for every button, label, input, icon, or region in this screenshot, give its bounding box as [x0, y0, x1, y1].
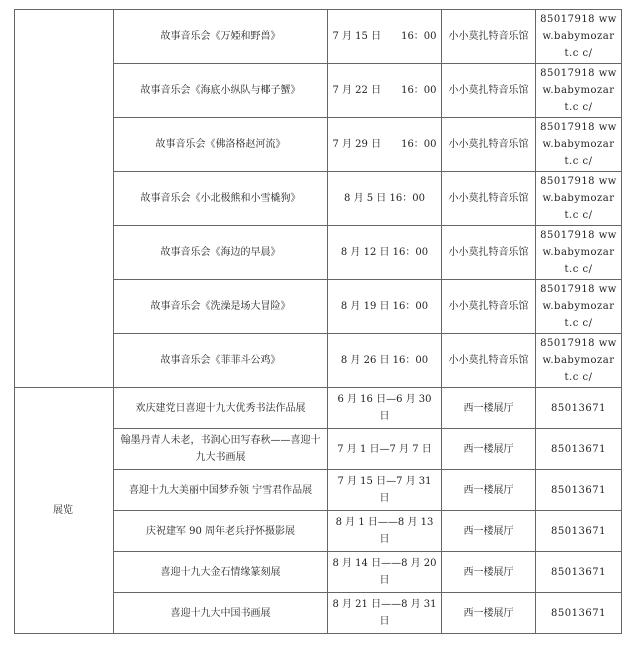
category-cell — [15, 10, 114, 388]
event-name: 故事音乐会《小北极熊和小雪橇狗》 — [114, 172, 328, 226]
event-contact: 85013671 — [536, 429, 622, 470]
event-time: 8 月 26 日 16：00 — [328, 334, 442, 388]
table-row — [15, 10, 622, 64]
event-name: 翰墨丹青人未老，书润心田写春秋——喜迎十九大书画展 — [114, 429, 328, 470]
event-venue: 西一楼展厅 — [442, 429, 536, 470]
event-contact: 85013671 — [536, 511, 622, 552]
event-contact: 85017918 www.babymozart.c c/ — [536, 334, 622, 388]
event-contact: 85013671 — [536, 470, 622, 511]
event-venue: 小小莫扎特音乐馆 — [442, 226, 536, 280]
event-time: 7 月 15 日—7 月 31 日 — [328, 470, 442, 511]
category-cell: 展览 — [15, 388, 114, 634]
event-name: 故事音乐会《海底小纵队与椰子蟹》 — [114, 64, 328, 118]
event-contact: 85017918 www.babymozart.c c/ — [536, 172, 622, 226]
event-time: 8 月 5 日 16：00 — [328, 172, 442, 226]
event-time: 7 月 15 日 16：00 — [328, 10, 442, 64]
event-name: 喜迎十九大美丽中国梦乔领 宁雪君作品展 — [114, 470, 328, 511]
event-name: 故事音乐会《佛洛格赵河流》 — [114, 118, 328, 172]
event-contact: 85013671 — [536, 593, 622, 634]
event-name: 喜迎十九大中国书画展 — [114, 593, 328, 634]
event-time: 7 月 22 日 16：00 — [328, 64, 442, 118]
event-name: 故事音乐会《海边的早晨》 — [114, 226, 328, 280]
event-contact: 85013671 — [536, 552, 622, 593]
event-venue: 小小莫扎特音乐馆 — [442, 10, 536, 64]
event-name: 欢庆建党日喜迎十九大优秀书法作品展 — [114, 388, 328, 429]
event-venue: 小小莫扎特音乐馆 — [442, 334, 536, 388]
event-venue: 西一楼展厅 — [442, 593, 536, 634]
event-venue: 西一楼展厅 — [442, 470, 536, 511]
event-time: 7 月 29 日 16：00 — [328, 118, 442, 172]
event-name: 故事音乐会《洗澡是场大冒险》 — [114, 280, 328, 334]
event-time: 8 月 1 日——8 月 13 日 — [328, 511, 442, 552]
event-time: 6 月 16 日—6 月 30 日 — [328, 388, 442, 429]
event-venue: 西一楼展厅 — [442, 511, 536, 552]
event-contact: 85017918 www.babymozart.c c/ — [536, 280, 622, 334]
event-contact: 85017918 www.babymozart.c c/ — [536, 64, 622, 118]
schedule-table — [14, 9, 622, 634]
event-contact: 85017918 www.babymozart.c c/ — [536, 226, 622, 280]
event-name: 庆祝建军 90 周年老兵抒怀摄影展 — [114, 511, 328, 552]
event-contact: 85017918 www.babymozart.c c/ — [536, 10, 622, 64]
table-row — [15, 388, 622, 429]
event-time: 8 月 12 日 16：00 — [328, 226, 442, 280]
event-name: 故事音乐会《菲菲斗公鸡》 — [114, 334, 328, 388]
event-venue: 小小莫扎特音乐馆 — [442, 64, 536, 118]
event-venue: 小小莫扎特音乐馆 — [442, 118, 536, 172]
event-venue: 西一楼展厅 — [442, 388, 536, 429]
event-time: 8 月 21 日——8 月 31 日 — [328, 593, 442, 634]
event-venue: 小小莫扎特音乐馆 — [442, 280, 536, 334]
event-venue: 小小莫扎特音乐馆 — [442, 172, 536, 226]
event-venue: 西一楼展厅 — [442, 552, 536, 593]
event-name: 故事音乐会《万婭和野兽》 — [114, 10, 328, 64]
event-time: 8 月 14 日——8 月 20 日 — [328, 552, 442, 593]
event-time: 7 月 1 日—7 月 7 日 — [328, 429, 442, 470]
event-time: 8 月 19 日 16：00 — [328, 280, 442, 334]
event-contact: 85017918 www.babymozart.c c/ — [536, 118, 622, 172]
event-contact: 85013671 — [536, 388, 622, 429]
event-name: 喜迎十九大金石情缘篆刻展 — [114, 552, 328, 593]
